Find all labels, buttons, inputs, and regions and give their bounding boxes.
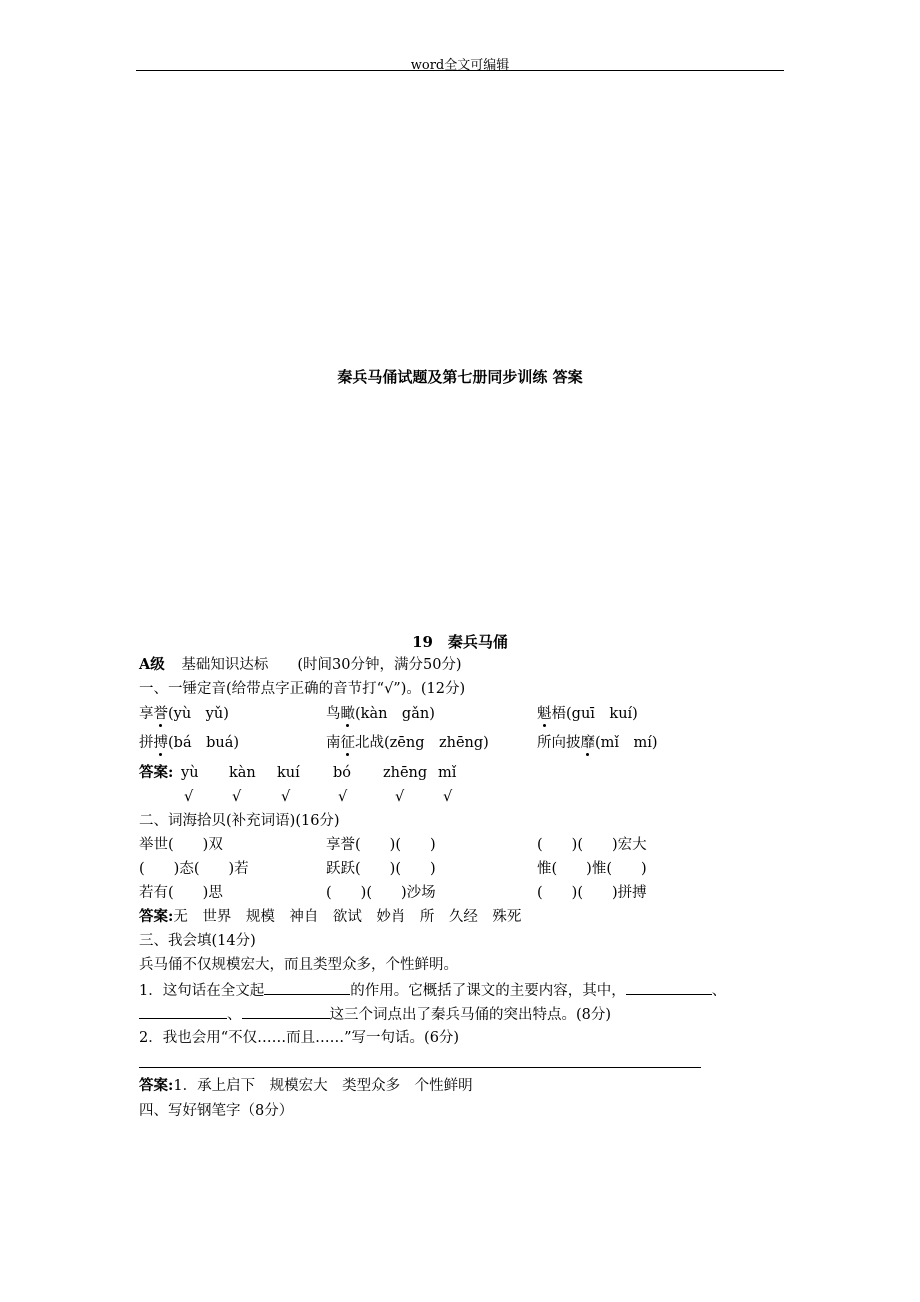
check-mark: √ bbox=[395, 789, 405, 805]
q2-cell: 享誉( )( ) bbox=[326, 837, 436, 853]
answer-line[interactable] bbox=[139, 1067, 701, 1068]
fill-blank[interactable] bbox=[242, 1004, 330, 1019]
fill-blank[interactable] bbox=[626, 980, 712, 995]
q3-answer: 答案:1．承上启下 规模宏大 类型众多 个性鲜明 bbox=[139, 1077, 473, 1094]
q2-cell: ( )( )宏大 bbox=[537, 837, 647, 853]
q1-heading: 一、一锤定音(给带点字正确的音节打“√”)。(12分) bbox=[139, 681, 466, 697]
q2-cell: 举世( )双 bbox=[139, 837, 223, 853]
q3-item-1-cont: 、 这三个词点出了秦兵马俑的突出特点。(8分) bbox=[139, 1004, 611, 1025]
check-mark: √ bbox=[338, 789, 348, 805]
q2-heading: 二、词海拾贝(补充词语)(16分) bbox=[139, 813, 340, 829]
header-rule bbox=[136, 70, 784, 71]
q2-cell: 跃跃( )( ) bbox=[326, 861, 436, 877]
q2-cell: ( )( )拼搏 bbox=[537, 885, 647, 901]
fill-blank[interactable] bbox=[264, 980, 350, 995]
q1-answer-pinyin: kuí bbox=[277, 765, 300, 781]
q1-answer-pinyin: yù bbox=[181, 765, 199, 781]
q2-answer: 答案:无 世界 规模 神自 欲试 妙肖 所 久经 殊死 bbox=[139, 908, 522, 925]
q1-item: 拼搏(bá buá) bbox=[139, 735, 240, 751]
check-mark: √ bbox=[184, 789, 194, 805]
q3-item-1: 1．这句话在全文起 的作用。它概括了课文的主要内容，其中， 、 bbox=[139, 980, 726, 1001]
q2-cell: ( )( )沙场 bbox=[326, 885, 436, 901]
q3-item-2: 2．我也会用“不仅……而且……”写一句话。(6分) bbox=[139, 1030, 460, 1046]
q1-answer-pinyin: mǐ bbox=[438, 765, 457, 781]
q3-heading: 三、我会填(14分) bbox=[139, 933, 256, 949]
q1-answer-pinyin: zhēng bbox=[383, 765, 428, 781]
check-mark: √ bbox=[232, 789, 242, 805]
q1-item: 享誉(yù yǔ) bbox=[139, 706, 229, 722]
document-title: 秦兵马俑试题及第七册同步训练 答案 bbox=[337, 368, 583, 386]
q2-cell: 若有( )思 bbox=[139, 885, 223, 901]
q1-item: 鸟瞰(kàn gǎn) bbox=[326, 706, 435, 722]
q1-answer-label: 答案: bbox=[139, 764, 174, 781]
level-line bbox=[139, 655, 462, 675]
section-title: 19 秦兵马俑 bbox=[412, 633, 508, 651]
check-mark: √ bbox=[443, 789, 453, 805]
q1-item: 魁梧(guī kuí) bbox=[537, 706, 638, 722]
page-header: word全文可编辑 bbox=[410, 58, 510, 73]
q2-cell: 惟( )惟( ) bbox=[537, 861, 647, 877]
q1-item: 所向披靡(mǐ mí) bbox=[537, 735, 658, 751]
q3-sentence: 兵马俑不仅规模宏大，而且类型众多，个性鲜明。 bbox=[139, 957, 458, 973]
q2-cell: ( )态( )若 bbox=[139, 861, 249, 877]
q4-heading: 四、写好钢笔字（8分） bbox=[139, 1103, 294, 1119]
fill-blank[interactable] bbox=[139, 1004, 227, 1019]
q1-item: 南征北战(zēng zhēng) bbox=[326, 735, 489, 751]
level-text: 基础知识达标 (时间30分钟，满分50分) bbox=[181, 657, 462, 673]
q1-answer-pinyin: bó bbox=[333, 765, 352, 781]
check-mark: √ bbox=[281, 789, 291, 805]
level-label: A级 bbox=[139, 656, 165, 673]
q1-answer-pinyin: kàn bbox=[229, 765, 256, 781]
